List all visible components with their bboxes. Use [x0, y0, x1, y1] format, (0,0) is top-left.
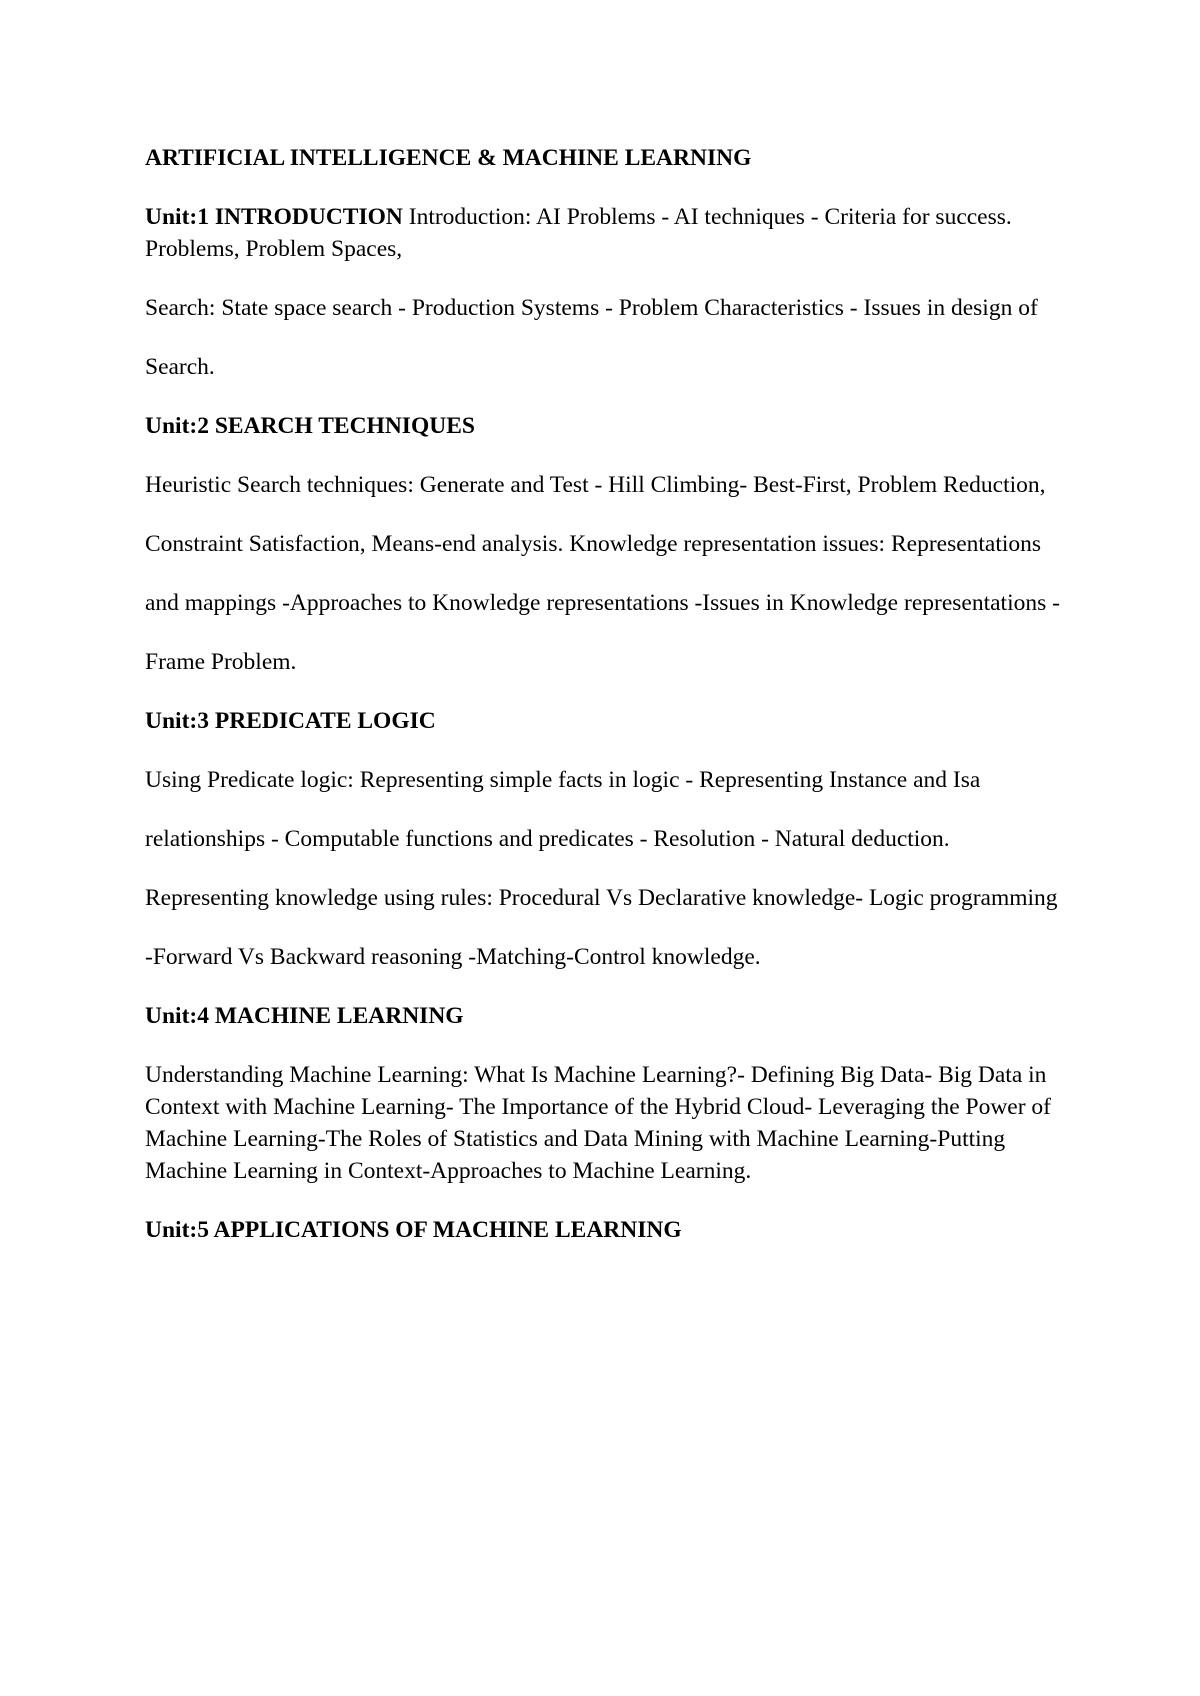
unit1-intro-text: Introduction: AI Problems - AI techniques - Criteria for success. Problems, Problem Spaces,: [145, 204, 1012, 262]
unit2-paragraph-4: Frame Problem.: [145, 649, 297, 675]
document-title: ARTIFICIAL INTELLIGENCE & MACHINE LEARNING: [145, 145, 752, 171]
unit1-paragraph-3: Search.: [145, 354, 215, 380]
unit2-paragraph-1: Heuristic Search techniques: Generate and Test - Hill Climbing- Best-First, Problem Reduction,: [145, 472, 1046, 498]
unit3-paragraph-4: -Forward Vs Backward reasoning -Matching-Control knowledge.: [145, 944, 761, 970]
unit3-paragraph-1: Using Predicate logic: Representing simple facts in logic - Representing Instance and Isa: [145, 767, 981, 793]
unit2-heading: Unit:2 SEARCH TECHNIQUES: [145, 413, 475, 439]
unit1-paragraph-2: Search: State space search - Production Systems - Problem Characteristics - Issues in design of: [145, 295, 1038, 321]
unit4-heading: Unit:4 MACHINE LEARNING: [145, 1003, 464, 1029]
unit3-heading: Unit:3 PREDICATE LOGIC: [145, 708, 436, 734]
unit2-paragraph-3: and mappings -Approaches to Knowledge representations -Issues in Knowledge representations -: [145, 590, 1060, 616]
document-page: [145, 142, 1065, 1273]
unit1-heading: Unit:1 INTRODUCTION: [145, 204, 403, 230]
unit4-paragraph-1: Understanding Machine Learning: What Is Machine Learning?- Defining Big Data- Big Data in Context with Machine Learning- The Importance of the Hybrid Cloud- Leveraging the Power of Machine Learning-The Roles of Statistics and Data Mining with Machine Learning-Putting Machine Learning in Context-Approaches to Machine Learning.: [145, 1062, 1052, 1184]
unit3-paragraph-2: relationships - Computable functions and predicates - Resolution - Natural deduction.: [145, 826, 950, 852]
unit3-paragraph-3: Representing knowledge using rules: Procedural Vs Declarative knowledge- Logic programming: [145, 885, 1058, 911]
unit5-heading: Unit:5 APPLICATIONS OF MACHINE LEARNING: [145, 1217, 682, 1243]
unit1-paragraph-intro: [145, 201, 1065, 265]
unit2-paragraph-2: Constraint Satisfaction, Means-end analysis. Knowledge representation issues: Representations: [145, 531, 1042, 557]
